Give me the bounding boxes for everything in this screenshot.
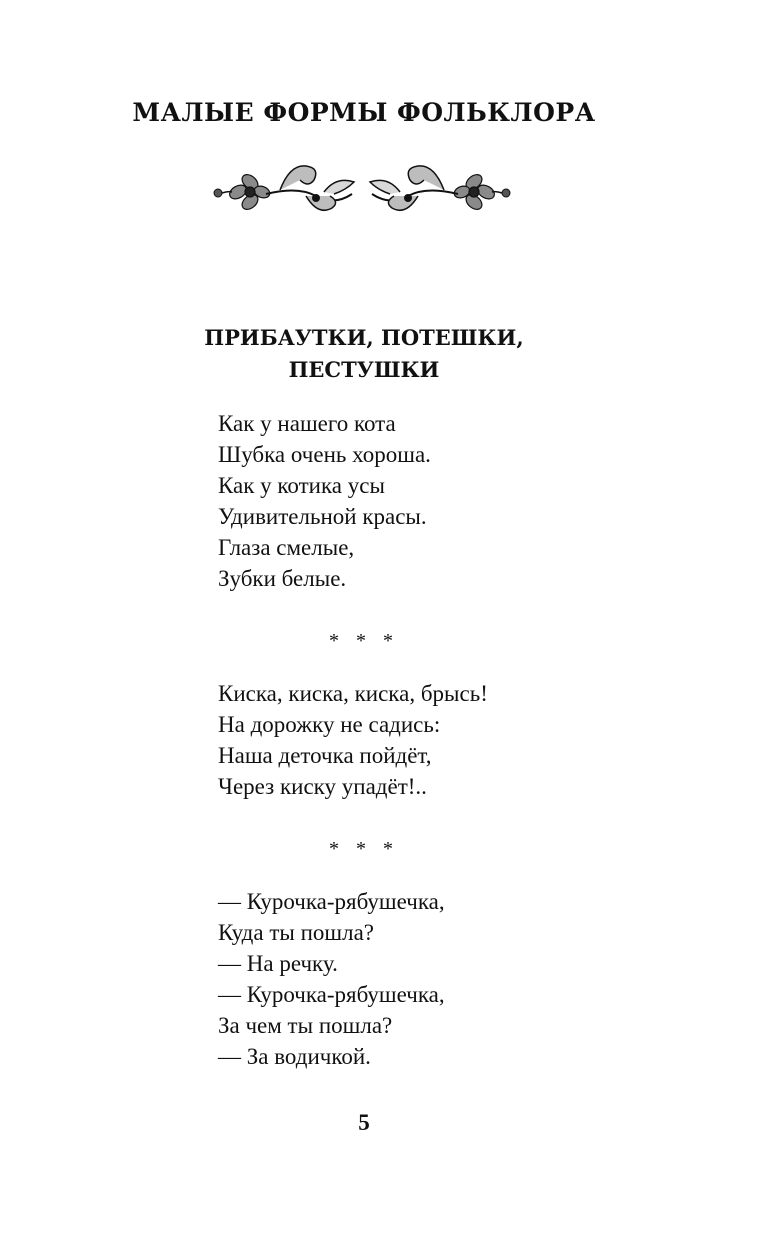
chapter-title: МАЛЫЕ ФОРМЫ ФОЛЬКЛОРА <box>132 98 596 127</box>
section-title-line-2: ПЕСТУШКИ <box>288 357 440 382</box>
stanza-1 <box>218 408 431 594</box>
verse-line: На дорожку не садись: <box>218 712 441 737</box>
verse-line: Как у нашего кота <box>218 411 396 436</box>
verse-line: — Курочка-рябушечка, <box>218 982 445 1007</box>
verse-line: — На речку. <box>218 951 338 976</box>
verse-line: Через киску упадёт!.. <box>218 774 427 799</box>
page-number: 5 <box>358 1110 370 1135</box>
floral-ornament-icon <box>206 156 518 222</box>
verse-line: — За водичкой. <box>218 1044 371 1069</box>
verse-line: Глаза смелые, <box>218 535 355 560</box>
verse-line: Удивительной красы. <box>218 504 427 529</box>
verse-line: — Курочка-рябушечка, <box>218 889 445 914</box>
section-title <box>0 322 728 386</box>
verse-line: Киска, киска, киска, брысь! <box>218 681 488 706</box>
stanza-separator: * * * <box>329 630 399 652</box>
section-title-line-1: ПРИБАУТКИ, ПОТЕШКИ, <box>204 325 524 350</box>
verse-line: Как у котика усы <box>218 473 385 498</box>
verse-line: За чем ты пошла? <box>218 1013 393 1038</box>
stanza-separator: * * * <box>329 838 399 860</box>
verse-line: Куда ты пошла? <box>218 920 374 945</box>
verse-line: Наша деточка пойдёт, <box>218 743 432 768</box>
verse-line: Шубка очень хороша. <box>218 442 431 467</box>
stanza-3 <box>218 886 445 1072</box>
verse-line: Зубки белые. <box>218 566 347 591</box>
stanza-2 <box>218 678 488 802</box>
